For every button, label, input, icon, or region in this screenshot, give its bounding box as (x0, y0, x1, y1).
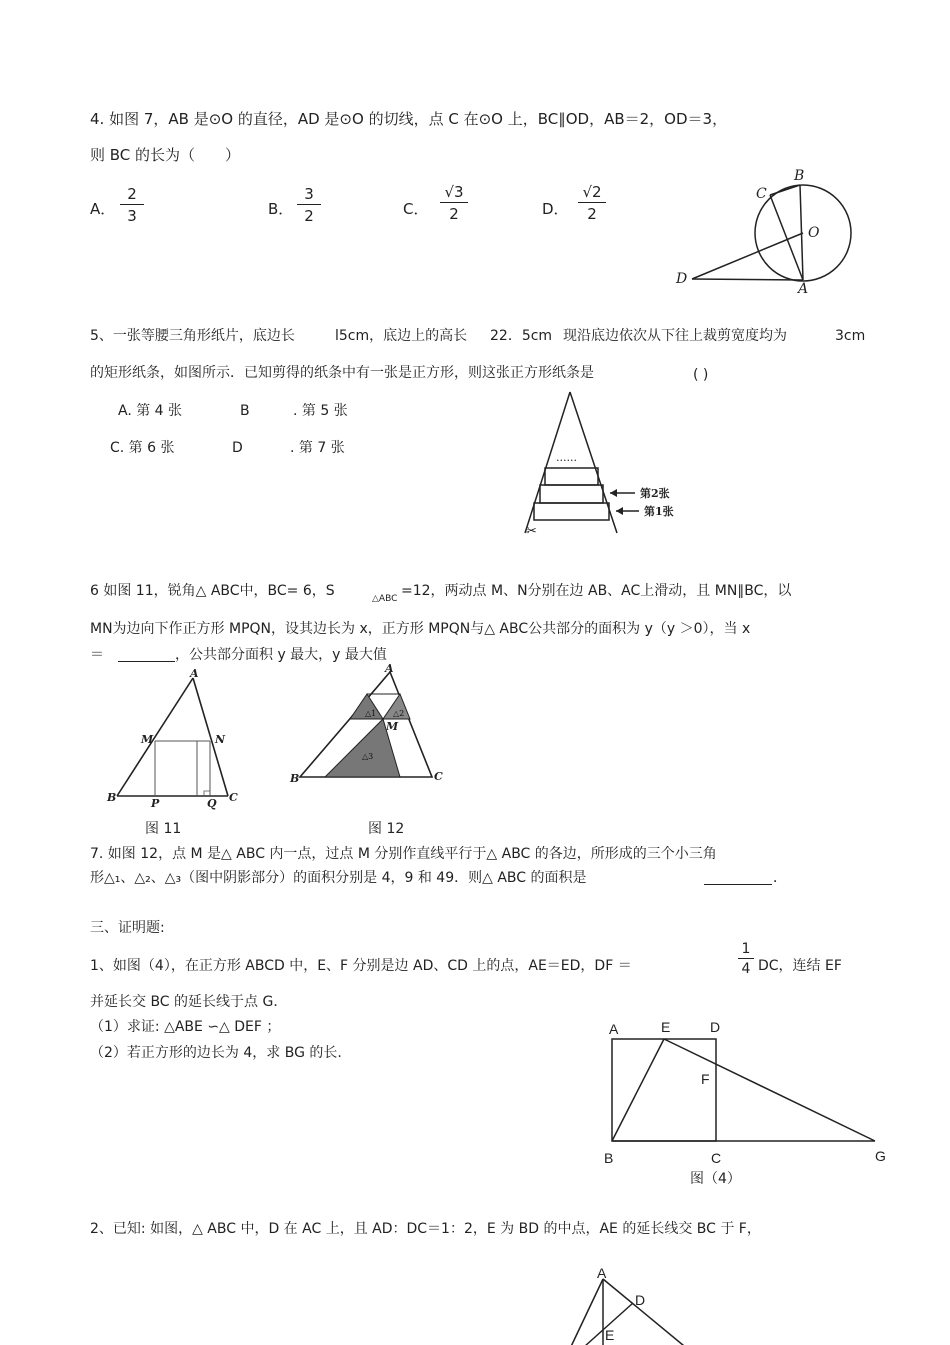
fig11-label-a: A (190, 667, 199, 680)
label-a: A (798, 281, 809, 297)
q4-option-d-fraction (578, 183, 606, 223)
p1-sub2: （2）若正方形的边长为 4，求 BG 的长. (90, 1045, 342, 1061)
q4-option-a-label: A． (90, 200, 116, 218)
q5-option-d-letter: D (232, 440, 243, 456)
strip-label-1: 第1张 (644, 505, 674, 518)
label-o: O (808, 225, 820, 241)
fig12-triangle-shaded (290, 662, 460, 787)
fraction-numerator: √3 (440, 183, 468, 203)
q5-triangle-strips-figure (520, 385, 720, 545)
triangle-symbol: △ (372, 594, 379, 604)
q5-option-a: A. 第 4 张 (118, 403, 183, 419)
fig4-label-e: E (661, 1019, 671, 1035)
fraction-numerator: 2 (120, 185, 144, 205)
p1-line1-part1: 1、如图（4），在正方形 ABCD 中，E、F 分别是边 AD、CD 上的点，AE＝ED，DF ＝ (90, 958, 632, 974)
fig11-label-b: B (107, 791, 117, 804)
p2-label-e: E (605, 1327, 615, 1343)
q6-line3-text: ，公共部分面积 y 最大，y 最大值 (175, 647, 387, 663)
fig4-label-g: G (875, 1148, 886, 1164)
fig11-label-p: P (151, 797, 160, 810)
fig4-label-a: A (609, 1021, 619, 1037)
label-c: C (756, 186, 767, 202)
q7-answer-blank[interactable] (704, 884, 772, 885)
q4-line2: 则 BC 的长为（ ） (90, 146, 241, 164)
label-b: B (794, 168, 805, 184)
fig4-label-b: B (604, 1150, 614, 1166)
q6-line1-part2: =12，两动点 M、N分别在边 AB、AC上滑动，且 MN∥BC，以 (401, 583, 792, 599)
subscript-abc: ABC (378, 594, 398, 604)
fig12-label-a: A (385, 662, 394, 675)
q4-option-b-label: B． (268, 200, 294, 218)
q6-line2: MN为边向下作正方形 MPQN，设其边长为 x，正方形 MPQN与△ ABC公共部分的面积为 y（y ＞0），当 x (90, 621, 751, 637)
q4-option-c-label: C． (403, 200, 429, 218)
q6-area-subscript (372, 590, 397, 608)
q4-option-a-fraction (120, 185, 144, 225)
p2-label-a: A (597, 1265, 607, 1281)
q5-line2: 的矩形纸条，如图所示．已知剪得的纸条中有一张是正方形，则这张正方形纸条是 (90, 365, 594, 381)
q4-option-c-fraction (440, 183, 468, 223)
fig11-label-n: N (215, 733, 226, 746)
fraction-denominator: 2 (304, 207, 314, 225)
p1-fraction (738, 941, 754, 977)
q7-line2: 形△₁、△₂、△₃（图中阴影部分）的面积分别是 4，9 和 49．则△ ABC 的面积是 (90, 870, 587, 886)
strip-label-2: 第2张 (640, 487, 670, 500)
strip-dots: ...... (556, 451, 577, 464)
q5-answer-paren: ( ) (693, 367, 709, 383)
q5-line1-part4: 现沿底边依次从下往上裁剪宽度均为 (563, 328, 787, 344)
fig12-triangle-2: △2 (393, 709, 405, 718)
fraction-numerator: 3 (297, 185, 321, 205)
fig12-caption: 图 12 (368, 821, 405, 837)
p2-triangle-figure (555, 1265, 715, 1345)
fraction-denominator: 3 (127, 207, 137, 225)
fig11-label-q: Q (207, 797, 217, 810)
q4-line1: 4. 如图 7，AB 是⊙O 的直径，AD 是⊙O 的切线，点 C 在⊙O 上，BC∥OD，AB＝2，OD＝3， (90, 110, 728, 128)
fraction-denominator: 2 (449, 205, 459, 223)
fraction-numerator: √2 (578, 183, 606, 203)
fig4-caption: 图（4） (690, 1171, 741, 1187)
fig4-label-d: D (710, 1019, 721, 1035)
fraction-numerator: 1 (738, 941, 754, 959)
q6-line1-part1: 6 如图 11，锐角△ ABC中，BC= 6，S (90, 583, 335, 599)
label-d: D (676, 271, 688, 287)
fig4-label-f: F (701, 1071, 710, 1087)
p1-line2: 并延长交 BC 的延长线于点 G． (90, 994, 288, 1010)
q6-answer-blank[interactable] (118, 661, 175, 662)
fig4-label-c: C (711, 1150, 722, 1166)
q7-line1: 7. 如图 12，点 M 是△ ABC 内一点，过点 M 分别作直线平行于△ ABC 的各边，所形成的三个小三角 (90, 846, 717, 862)
fig11-caption: 图 11 (145, 821, 182, 837)
fig4-square-figure (600, 1015, 900, 1195)
q6-line3-eq: ＝ (90, 647, 104, 663)
fig12-label-b: B (290, 772, 300, 785)
fig11-triangle-square (105, 667, 245, 810)
q5-option-d-text: . 第 7 张 (290, 440, 345, 456)
q4-circle-figure (670, 165, 870, 295)
q5-line1-part1: 5、一张等腰三角形纸片，底边长 (90, 328, 295, 344)
fig12-triangle-1: △1 (365, 709, 377, 718)
q5-line1-part3: 22．5cm (490, 328, 553, 344)
q7-line2-end: ． (773, 870, 787, 886)
q5-option-c: C. 第 6 张 (110, 440, 175, 456)
fraction-denominator: 2 (587, 205, 597, 223)
fig11-label-c: C (229, 791, 238, 804)
q5-line1-part5: 3cm (835, 328, 866, 344)
q5-option-b-letter: B (240, 403, 250, 419)
fig11-label-m: M (141, 733, 154, 746)
section3-title: 三、证明题: (90, 920, 165, 936)
q4-option-b-fraction (297, 185, 321, 225)
p2-label-d: D (635, 1292, 646, 1308)
q5-option-b-text: . 第 5 张 (293, 403, 348, 419)
q4-option-d-label: D． (542, 200, 569, 218)
p1-line1-part2: DC，连结 EF (758, 958, 842, 974)
fraction-denominator: 4 (741, 961, 751, 977)
p1-sub1: （1）求证: △ABE ∽△ DEF ； (90, 1019, 281, 1035)
svg-text:✂: ✂ (526, 524, 537, 539)
fig12-triangle-3: △3 (362, 752, 374, 761)
fig12-label-m: M (386, 720, 399, 733)
fig12-label-c: C (434, 770, 443, 783)
p2-line1: 2、已知: 如图，△ ABC 中，D 在 AC 上，且 AD：DC＝1：2，E 为 BD 的中点，AE 的延长线交 BC 于 F， (90, 1221, 761, 1237)
q5-line1-part2: l5cm，底边上的高长 (335, 328, 468, 344)
